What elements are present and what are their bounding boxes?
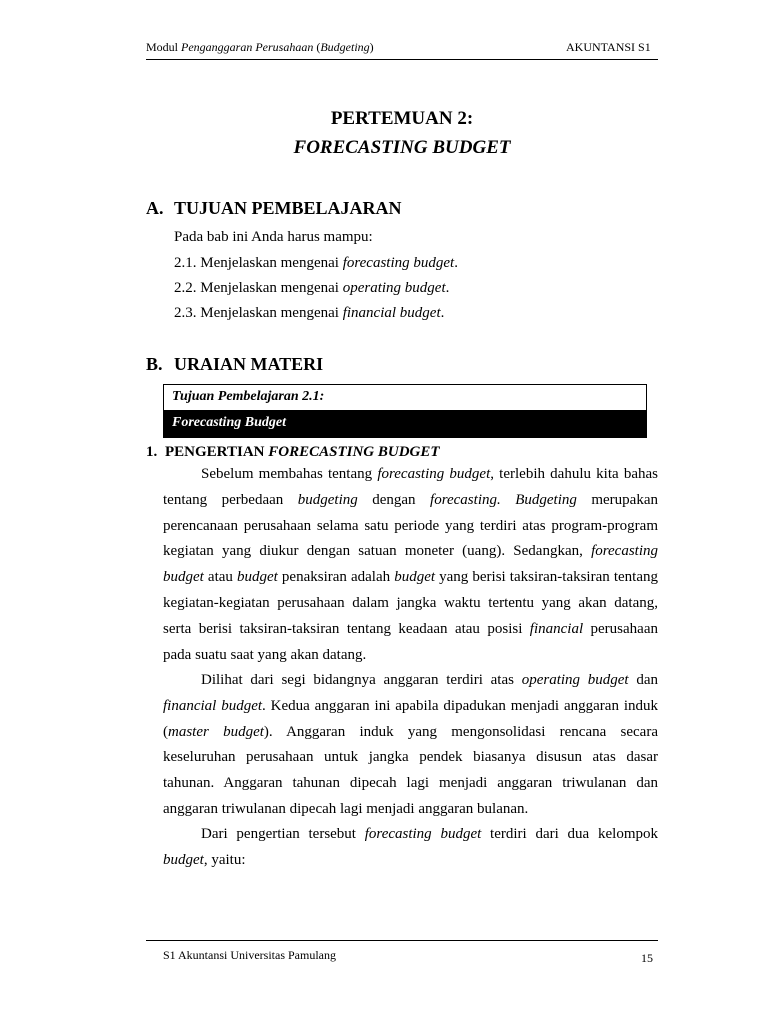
header-italic-budgeting: Budgeting bbox=[320, 40, 370, 54]
header-suffix: ) bbox=[369, 40, 374, 54]
subsection-title-plain: PENGERTIAN bbox=[165, 444, 269, 460]
page-title: PERTEMUAN 2: bbox=[330, 108, 474, 129]
paragraph-3 bbox=[163, 822, 658, 874]
header-italic-title: Penganggaran Perusahaan bbox=[181, 40, 314, 54]
paragraph-2 bbox=[163, 668, 658, 823]
learning-objective-box-title: Tujuan Pembelajaran 2.1: bbox=[172, 389, 325, 404]
objective-2-end: . bbox=[445, 280, 450, 296]
objective-3-text: 2.3. Menjelaskan mengenai bbox=[174, 305, 343, 321]
learning-objective-box bbox=[163, 384, 647, 438]
objective-3-term: financial budget bbox=[342, 305, 441, 321]
text-run: budget bbox=[237, 569, 278, 586]
text-run: forecasting budget bbox=[377, 466, 491, 482]
objective-1-text: 2.1. Menjelaskan mengenai bbox=[174, 255, 343, 271]
header-rule bbox=[146, 59, 658, 60]
text-run: Dari pengertian tersebut bbox=[201, 826, 365, 842]
section-b-title: URAIAN MATERI bbox=[174, 354, 324, 374]
text-run: budgeting bbox=[297, 491, 358, 508]
text-run: budget bbox=[163, 851, 204, 868]
text-run: dan bbox=[628, 672, 658, 688]
text-run: , terlebih dahulu kita bahas tentang perbedaan bbox=[163, 466, 658, 508]
objective-2-term: operating budget bbox=[342, 280, 446, 296]
running-header-left bbox=[146, 40, 374, 55]
text-run: dengan bbox=[357, 491, 431, 508]
text-run: forecasting budget bbox=[163, 543, 658, 586]
objective-1-end: . bbox=[454, 255, 458, 271]
subsection-heading bbox=[146, 444, 440, 461]
section-a-intro: Pada bab ini Anda harus mampu: bbox=[174, 229, 373, 245]
text-run: ). Anggaran induk yang mengonsolidasi rencana secara keseluruhan perusahaan untuk jangka pendek biasanya disusun atas dasar tahunan. Anggaran tahunan dipecah lagi menjadi anggaran triwulanan dan anggaran triwulanan dipecah lagi menjadi anggaran bulanan. bbox=[163, 723, 658, 817]
section-b-letter: B. bbox=[146, 354, 163, 374]
text-run: , yaitu: bbox=[203, 851, 246, 868]
page-number: 15 bbox=[641, 951, 653, 965]
learning-objective-box-header bbox=[164, 385, 646, 410]
text-run: perusahaan pada suatu saat yang akan datang. bbox=[163, 620, 658, 663]
text-run: financial bbox=[529, 620, 584, 637]
section-a-letter: A. bbox=[146, 198, 164, 218]
text-run: . Kedua anggaran ini apabila dipadukan menjadi anggaran induk ( bbox=[163, 697, 658, 740]
section-a-title: TUJUAN PEMBELAJARAN bbox=[174, 198, 402, 218]
header-prefix: Modul bbox=[146, 40, 182, 54]
objective-item-1 bbox=[174, 255, 458, 272]
footer-institution: S1 Akuntansi Universitas Pamulang bbox=[163, 948, 336, 962]
learning-objective-box-band bbox=[164, 410, 646, 437]
page-subtitle: FORECASTING BUDGET bbox=[293, 137, 511, 158]
text-run: penaksiran adalah bbox=[277, 569, 395, 586]
text-run: financial budget bbox=[163, 697, 263, 714]
section-b-heading bbox=[146, 354, 323, 375]
section-a-heading bbox=[146, 198, 402, 219]
running-header-right: AKUNTANSI S1 bbox=[566, 40, 651, 54]
learning-objective-box-subtitle: Forecasting Budget bbox=[172, 415, 286, 430]
header-middle: ( bbox=[313, 40, 321, 54]
text-run: merupakan perencanaan perusahaan selama satu periode yang terdiri atas program-program kegiatan yang diukur dengan satuan moneter (uang). Sedangkan, bbox=[163, 491, 658, 560]
objective-1-term: forecasting budget bbox=[342, 255, 455, 271]
text-run: Sebelum membahas tentang bbox=[201, 466, 378, 482]
objective-3-end: . bbox=[440, 305, 445, 321]
text-run: yang berisi taksiran-taksiran tentang kegiatan-kegiatan perusahaan dalam jangka waktu tertentu yang akan datang, serta berisi taksiran-taksiran tentang keadaan atau posisi bbox=[163, 569, 658, 637]
objective-item-3 bbox=[174, 305, 444, 322]
text-run: Dilihat dari segi bidangnya anggaran terdiri atas bbox=[201, 672, 522, 688]
objective-item-2 bbox=[174, 280, 449, 297]
subsection-title-italic: FORECASTING BUDGET bbox=[268, 444, 440, 460]
text-run: budget bbox=[394, 569, 436, 586]
footer-rule bbox=[146, 940, 658, 941]
objective-2-text: 2.2. Menjelaskan mengenai bbox=[174, 280, 343, 296]
subsection-number: 1. bbox=[146, 444, 158, 460]
paragraph-1 bbox=[163, 462, 658, 668]
text-run: operating budget bbox=[521, 672, 629, 688]
text-run: master budget bbox=[168, 723, 264, 740]
text-run: atau bbox=[203, 569, 237, 586]
text-run: terdiri dari dua kelompok bbox=[481, 826, 658, 842]
text-run: forecasting budget bbox=[364, 826, 482, 842]
text-run: forecasting. Budgeting bbox=[430, 491, 577, 508]
